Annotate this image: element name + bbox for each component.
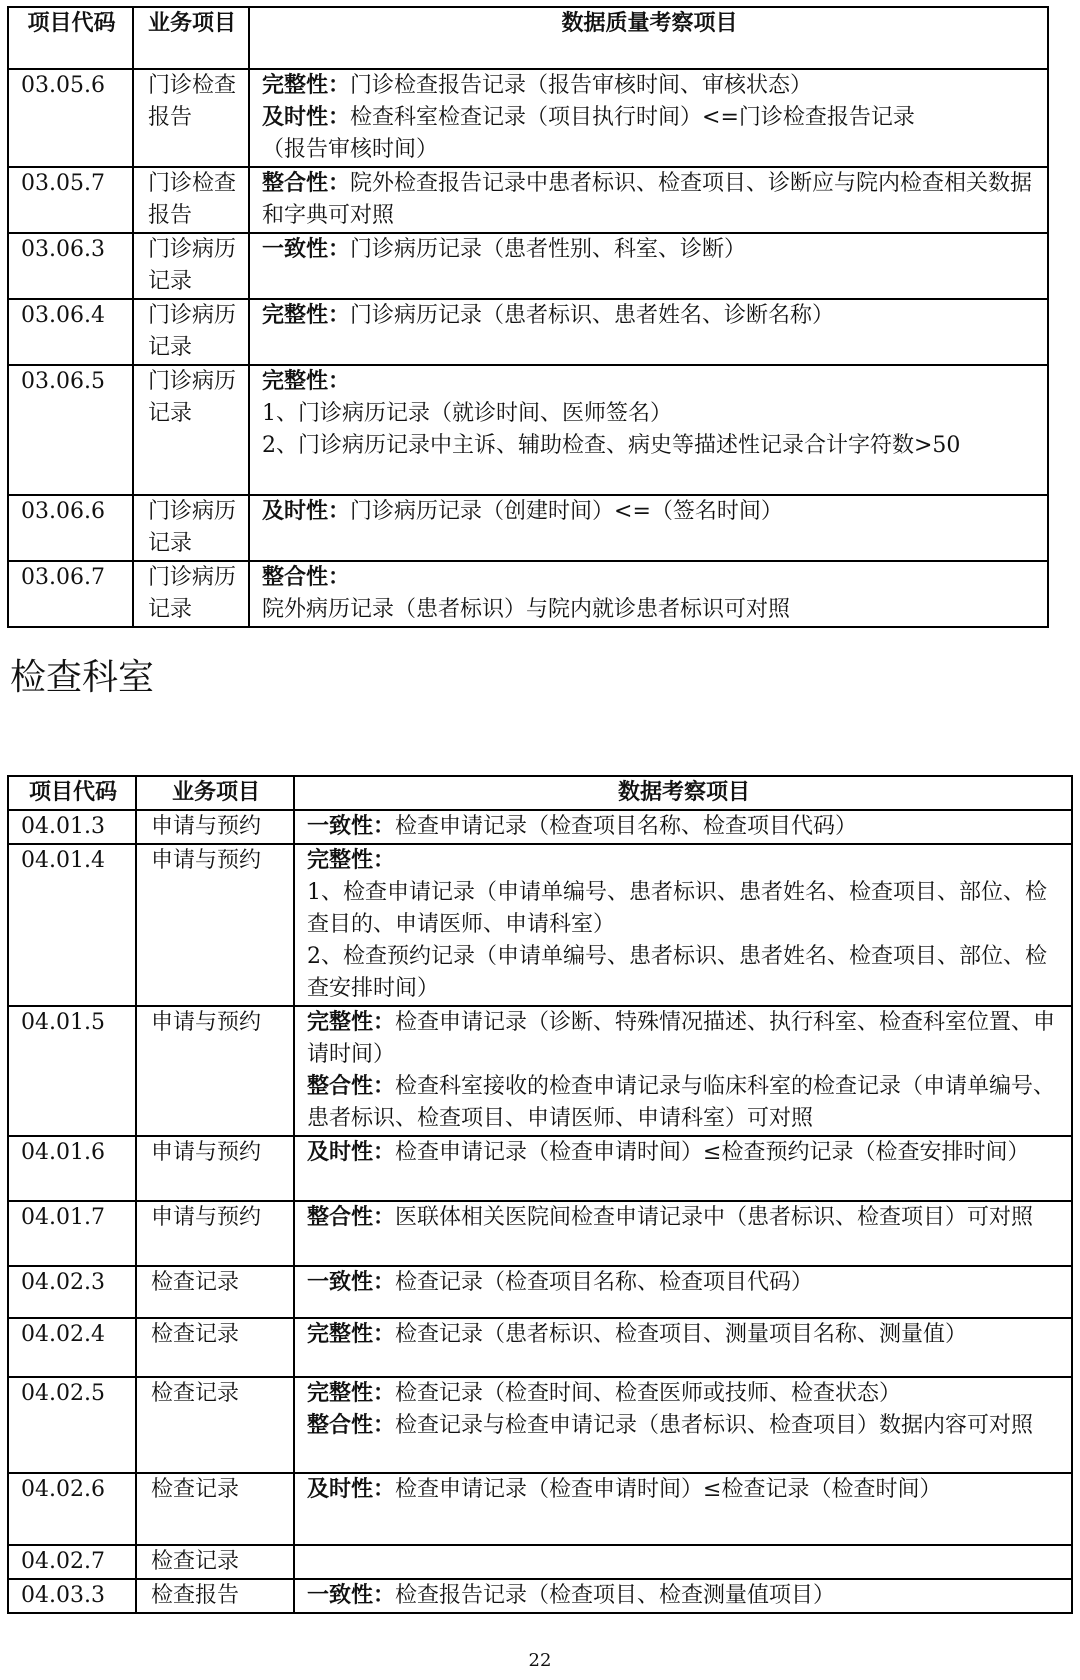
quality-rule-text: 检查报告记录（检查项目、检查测量值项目） [395, 1583, 836, 1608]
business-item-cell: 检查记录 [136, 1318, 294, 1377]
quality-rule-text: 检查申请记录（检查申请时间）≤检查记录（检查时间） [395, 1477, 942, 1502]
exam-department-table [7, 775, 1073, 1614]
table-row [8, 365, 1048, 495]
item-code-cell: 04.01.7 [8, 1201, 136, 1266]
header-inspection: 数据考察项目 [294, 776, 1072, 810]
quality-dimension-label: 整合性： [262, 171, 351, 196]
inspection-description-cell [249, 233, 1048, 299]
quality-rule-text: （报告审核时间） [262, 137, 439, 162]
inspection-description-cell [249, 561, 1048, 627]
table-body [8, 69, 1048, 627]
header-inspection: 数据质量考察项目 [249, 7, 1048, 69]
quality-dimension-label: 完整性： [307, 1322, 396, 1347]
description-line [262, 134, 1039, 166]
quality-dimension-label: 及时性： [307, 1140, 396, 1165]
quality-dimension-label: 整合性： [307, 1205, 396, 1230]
table-row [8, 844, 1072, 1006]
outpatient-quality-table [7, 6, 1049, 628]
quality-dimension-label: 完整性： [307, 1010, 396, 1035]
table-row [8, 233, 1048, 299]
business-item-cell: 检查记录 [136, 1266, 294, 1318]
business-item-cell: 门诊检查报告 [133, 167, 249, 233]
business-item-cell: 申请与预约 [136, 1136, 294, 1201]
quality-rule-text: 1、检查申请记录（申请单编号、患者标识、患者姓名、检查项目、部位、检查目的、申请医师、申请科室） [307, 880, 1047, 937]
business-item-cell: 检查记录 [136, 1473, 294, 1545]
business-item-cell: 申请与预约 [136, 1201, 294, 1266]
inspection-description-cell [249, 167, 1048, 233]
table-row [8, 1473, 1072, 1545]
inspection-description-cell [249, 365, 1048, 495]
section-heading: 检查科室 [10, 657, 155, 698]
quality-dimension-label: 及时性： [262, 105, 351, 130]
quality-dimension-label: 完整性： [307, 1381, 396, 1406]
quality-dimension-label: 整合性： [307, 1074, 396, 1099]
table-header-row [8, 7, 1048, 69]
inspection-description-cell [294, 1377, 1072, 1473]
item-code-cell: 04.01.6 [8, 1136, 136, 1201]
description-line [307, 1319, 1063, 1351]
business-item-cell: 申请与预约 [136, 810, 294, 844]
quality-dimension-label: 及时性： [307, 1477, 396, 1502]
business-item-cell: 门诊病历记录 [133, 561, 249, 627]
quality-rule-text: 门诊检查报告记录（报告审核时间、审核状态） [350, 73, 813, 98]
table-row [8, 1579, 1072, 1613]
quality-rule-text: 检查记录（检查项目名称、检查项目代码） [395, 1270, 814, 1295]
inspection-description-cell [294, 810, 1072, 844]
quality-dimension-label: 完整性： [307, 848, 396, 873]
quality-dimension-label: 一致性： [307, 1583, 396, 1608]
item-code-cell: 04.02.3 [8, 1266, 136, 1318]
description-line [307, 1474, 1063, 1506]
quality-rule-text: 检查记录（检查时间、检查医师或技师、检查状态） [395, 1381, 902, 1406]
item-code-cell: 04.01.5 [8, 1006, 136, 1136]
quality-rule-text: 检查申请记录（诊断、特殊情况描述、执行科室、检查科室位置、申请时间） [307, 1010, 1056, 1067]
table-row [8, 167, 1048, 233]
description-line [307, 845, 1063, 877]
description-line [307, 1378, 1063, 1410]
inspection-description-cell [294, 1006, 1072, 1136]
description-line [262, 234, 1039, 266]
item-code-cell: 03.05.7 [8, 167, 133, 233]
item-code-cell: 04.02.4 [8, 1318, 136, 1377]
table-row [8, 1201, 1072, 1266]
description-line [307, 1137, 1063, 1169]
description-line [262, 168, 1039, 232]
item-code-cell: 04.02.5 [8, 1377, 136, 1473]
inspection-description-cell [294, 1545, 1072, 1579]
quality-dimension-label: 整合性： [262, 565, 351, 590]
inspection-description-cell [294, 1201, 1072, 1266]
quality-dimension-label: 一致性： [262, 237, 351, 262]
quality-rule-text: 检查科室接收的检查申请记录与临床科室的检查记录（申请单编号、患者标识、检查项目、申请医师、申请科室）可对照 [307, 1074, 1056, 1131]
description-line [307, 877, 1063, 941]
quality-dimension-label: 一致性： [307, 814, 396, 839]
description-line [262, 70, 1039, 102]
quality-rule-text: 门诊病历记录（创建时间）<=（签名时间） [350, 499, 783, 524]
quality-dimension-label: 整合性： [307, 1413, 396, 1438]
inspection-description-cell [294, 844, 1072, 1006]
quality-rule-text: 检查申请记录（检查申请时间）≤检查预约记录（检查安排时间） [395, 1140, 1030, 1165]
quality-dimension-label: 及时性： [262, 499, 351, 524]
item-code-cell: 03.06.5 [8, 365, 133, 495]
page-number: 22 [528, 1650, 552, 1671]
description-line [262, 366, 1039, 398]
table-row [8, 1266, 1072, 1318]
inspection-description-cell [294, 1473, 1072, 1545]
description-line [262, 496, 1039, 528]
quality-rule-text: 2、检查预约记录（申请单编号、患者标识、患者姓名、检查项目、部位、检查安排时间） [307, 944, 1047, 1001]
description-line [307, 1267, 1063, 1299]
business-item-cell: 门诊病历记录 [133, 299, 249, 365]
business-item-cell: 门诊检查报告 [133, 69, 249, 167]
table-row [8, 495, 1048, 561]
quality-dimension-label: 完整性： [262, 369, 351, 394]
inspection-description-cell [294, 1318, 1072, 1377]
item-code-cell: 03.05.6 [8, 69, 133, 167]
quality-rule-text: 检查记录（患者标识、检查项目、测量项目名称、测量值） [395, 1322, 968, 1347]
quality-rule-text: 2、门诊病历记录中主诉、辅助检查、病史等描述性记录合计字符数>50 [262, 433, 961, 458]
table-row [8, 1377, 1072, 1473]
inspection-description-cell [249, 299, 1048, 365]
description-line [307, 1410, 1063, 1442]
table-header-row [8, 776, 1072, 810]
description-line [262, 430, 1039, 462]
header-business: 业务项目 [136, 776, 294, 810]
item-code-cell: 04.03.3 [8, 1579, 136, 1613]
item-code-cell: 03.06.6 [8, 495, 133, 561]
header-code: 项目代码 [8, 7, 133, 69]
description-line [307, 1071, 1063, 1135]
quality-rule-text: 门诊病历记录（患者性别、科室、诊断） [350, 237, 747, 262]
item-code-cell: 03.06.4 [8, 299, 133, 365]
quality-dimension-label: 完整性： [262, 303, 351, 328]
table-body [8, 810, 1072, 1613]
inspection-description-cell [294, 1266, 1072, 1318]
header-business: 业务项目 [133, 7, 249, 69]
description-line [262, 594, 1039, 626]
description-line [307, 1007, 1063, 1071]
table-row [8, 1136, 1072, 1201]
quality-dimension-label: 完整性： [262, 73, 351, 98]
item-code-cell: 04.01.4 [8, 844, 136, 1006]
description-line [307, 811, 1063, 843]
description-line [262, 102, 1039, 134]
business-item-cell: 申请与预约 [136, 1006, 294, 1136]
quality-rule-text: 院外病历记录（患者标识）与院内就诊患者标识可对照 [262, 597, 791, 622]
quality-rule-text: 1、门诊病历记录（就诊时间、医师签名） [262, 401, 672, 426]
item-code-cell: 03.06.3 [8, 233, 133, 299]
business-item-cell: 检查记录 [136, 1377, 294, 1473]
inspection-description-cell [249, 69, 1048, 167]
item-code-cell: 04.02.6 [8, 1473, 136, 1545]
quality-rule-text: 检查科室检查记录（项目执行时间）<=门诊检查报告记录 [350, 105, 915, 130]
description-line [262, 300, 1039, 332]
inspection-description-cell [249, 495, 1048, 561]
quality-rule-text: 检查申请记录（检查项目名称、检查项目代码） [395, 814, 858, 839]
table-row [8, 810, 1072, 844]
table-row [8, 1545, 1072, 1579]
description-line [307, 941, 1063, 1005]
table-row [8, 561, 1048, 627]
item-code-cell: 04.01.3 [8, 810, 136, 844]
header-code: 项目代码 [8, 776, 136, 810]
description-line [307, 1580, 1063, 1612]
quality-dimension-label: 一致性： [307, 1270, 396, 1295]
inspection-description-cell [294, 1136, 1072, 1201]
business-item-cell: 申请与预约 [136, 844, 294, 1006]
quality-rule-text: 院外检查报告记录中患者标识、检查项目、诊断应与院内检查相关数据和字典可对照 [262, 171, 1033, 228]
table-row [8, 1006, 1072, 1136]
item-code-cell: 03.06.7 [8, 561, 133, 627]
table-row [8, 1318, 1072, 1377]
business-item-cell: 门诊病历记录 [133, 233, 249, 299]
business-item-cell: 检查记录 [136, 1545, 294, 1579]
table-row [8, 69, 1048, 167]
description-line [262, 562, 1039, 594]
quality-rule-text: 医联体相关医院间检查申请记录中（患者标识、检查项目）可对照 [395, 1205, 1034, 1230]
item-code-cell: 04.02.7 [8, 1545, 136, 1579]
quality-rule-text: 检查记录与检查申请记录（患者标识、检查项目）数据内容可对照 [395, 1413, 1034, 1438]
description-line [262, 398, 1039, 430]
quality-rule-text: 门诊病历记录（患者标识、患者姓名、诊断名称） [350, 303, 835, 328]
inspection-description-cell [294, 1579, 1072, 1613]
business-item-cell: 检查报告 [136, 1579, 294, 1613]
table-row [8, 299, 1048, 365]
business-item-cell: 门诊病历记录 [133, 365, 249, 495]
description-line [307, 1202, 1063, 1234]
business-item-cell: 门诊病历记录 [133, 495, 249, 561]
